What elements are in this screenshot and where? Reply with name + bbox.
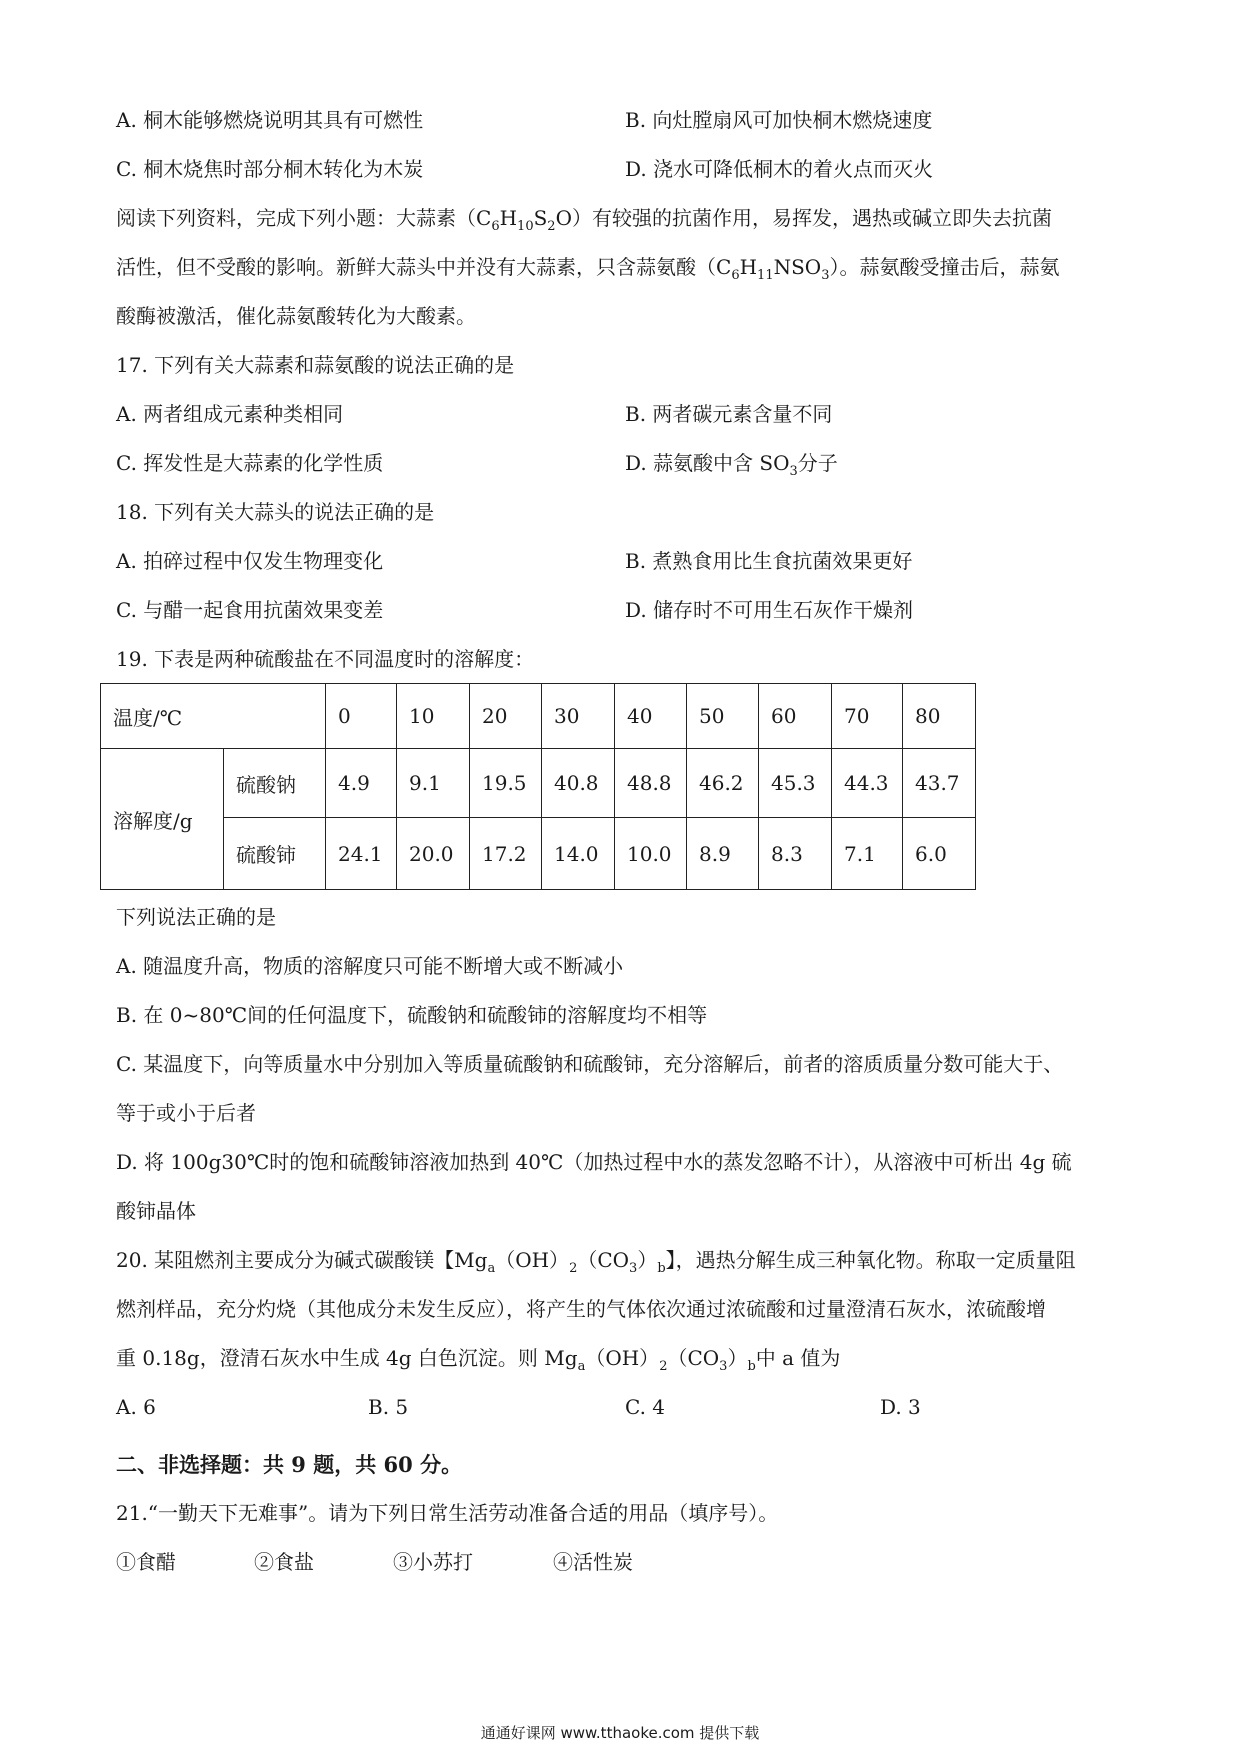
q16-option-d: D. 浇水可降低桐木的着火点而灭火 [625,157,934,181]
temp-header-cell: 温度/℃ [101,684,326,749]
table-row [101,818,976,890]
q21-item-4: ④活性炭 [553,1550,633,1574]
row-name-cell: 硫酸铈 [224,818,326,890]
q17-option-b: B. 两者碳元素含量不同 [625,402,833,426]
table-row [101,684,976,749]
q19-option-b: B. 在 0~80℃间的任何温度下，硫酸钠和硫酸铈的溶解度均不相等 [116,1003,708,1027]
q19-option-c-line1: C. 某温度下，向等质量水中分别加入等质量硫酸钠和硫酸铈，充分溶解后，前者的溶质质量分数可能大于、 [116,1052,1064,1076]
value-cell: 24.1 [326,818,397,890]
value-cell: 6.0 [903,818,976,890]
temp-cell: 20 [470,684,542,749]
value-cell: 10.0 [615,818,687,890]
q21-item-1: ①食醋 [116,1550,176,1574]
q18-option-d: D. 储存时不可用生石灰作干燥剂 [625,598,914,622]
section-heading: 二、非选择题：共 9 题，共 60 分。 [116,1452,463,1477]
q20-stem-line3: 重 0.18g，澄清石灰水中生成 4g 白色沉淀。则 $Mg_a(OH)_2(CO_3)_b$中 a 值为 [116,1346,841,1374]
value-cell: 8.3 [759,818,832,890]
q21-item-2: ②食盐 [254,1550,314,1574]
q19-option-c-line2: 等于或小于后者 [116,1101,256,1125]
q17-stem: 17. 下列有关大蒜素和蒜氨酸的说法正确的是 [116,353,515,377]
solubility-table [100,683,976,890]
q16-option-c: C. 桐木烧焦时部分桐木转化为木炭 [116,157,424,181]
q19-stem: 19. 下表是两种硫酸盐在不同温度时的溶解度： [116,647,535,671]
table-row [101,749,976,818]
solubility-label-cell: 溶解度/g [101,749,224,890]
reading-line-2: 活性，但不受酸的影响。新鲜大蒜头中并没有大蒜素，只含蒜氨酸$(C_6H_{11}NSO_3)$。蒜氨酸受撞击后，蒜氨 [116,255,1060,283]
row-name-cell: 硫酸钠 [224,749,326,818]
value-cell: 44.3 [832,749,903,818]
value-cell: 8.9 [687,818,759,890]
value-cell: 20.0 [397,818,470,890]
value-cell: 9.1 [397,749,470,818]
q20-option-b: B. 5 [368,1395,409,1419]
temp-cell: 10 [397,684,470,749]
value-cell: 14.0 [542,818,615,890]
q20-option-c: C. 4 [625,1395,666,1419]
q21-stem: 21.“一勤天下无难事”。请为下列日常生活劳动准备合适的用品（填序号）。 [116,1501,779,1525]
value-cell: 40.8 [542,749,615,818]
q20-stem-line1: 20. 某阻燃剂主要成分为碱式碳酸镁【$Mg_a(OH)_2(CO_3)_b$】，遇热分解生成三种氧化物。称取一定质量阻 [116,1248,1076,1276]
q18-stem: 18. 下列有关大蒜头的说法正确的是 [116,500,435,524]
temp-cell: 50 [687,684,759,749]
q17-option-c: C. 挥发性是大蒜素的化学性质 [116,451,384,475]
q19-option-a: A. 随温度升高，物质的溶解度只可能不断增大或不断减小 [116,954,624,978]
value-cell: 7.1 [832,818,903,890]
temp-cell: 0 [326,684,397,749]
q19-option-d-line2: 酸铈晶体 [116,1199,196,1223]
q20-option-d: D. 3 [880,1395,921,1419]
value-cell: 4.9 [326,749,397,818]
q20-stem-line2: 燃剂样品，充分灼烧（其他成分未发生反应），将产生的气体依次通过浓硫酸和过量澄清石灰水，浓硫酸增 [116,1297,1046,1321]
q21-item-3: ③小苏打 [393,1550,473,1574]
temp-cell: 30 [542,684,615,749]
temp-cell: 40 [615,684,687,749]
value-cell: 17.2 [470,818,542,890]
value-cell: 48.8 [615,749,687,818]
q16-option-b: B. 向灶膛扇风可加快桐木燃烧速度 [625,108,933,132]
q17-option-d: D. 蒜氨酸中含 $SO_3$分子 [625,451,838,479]
temp-cell: 70 [832,684,903,749]
page-footer: 通通好课网 www.tthaoke.com 提供下载 [480,1724,760,1742]
temp-cell: 80 [903,684,976,749]
value-cell: 45.3 [759,749,832,818]
temp-cell: 60 [759,684,832,749]
reading-line-3: 酸酶被激活，催化蒜氨酸转化为大酸素。 [116,304,476,328]
value-cell: 19.5 [470,749,542,818]
reading-line-1: 阅读下列资料，完成下列小题：大蒜素$(C_6H_{10}S_2O)$有较强的抗菌作用，易挥发，遇热或碱立即失去抗菌 [116,206,1052,234]
q18-option-a: A. 拍碎过程中仅发生物理变化 [116,549,384,573]
q18-option-c: C. 与醋一起食用抗菌效果变差 [116,598,384,622]
value-cell: 43.7 [903,749,976,818]
value-cell: 46.2 [687,749,759,818]
q18-option-b: B. 煮熟食用比生食抗菌效果更好 [625,549,913,573]
q19-option-d-line1: D. 将 100g30℃时的饱和硫酸铈溶液加热到 40℃（加热过程中水的蒸发忽略不计），从溶液中可析出 4g 硫 [116,1150,1072,1174]
q17-option-a: A. 两者组成元素种类相同 [116,402,344,426]
q20-option-a: A. 6 [116,1395,156,1419]
q16-option-a: A. 桐木能够燃烧说明其具有可燃性 [116,108,424,132]
q19-prompt: 下列说法正确的是 [116,905,276,929]
